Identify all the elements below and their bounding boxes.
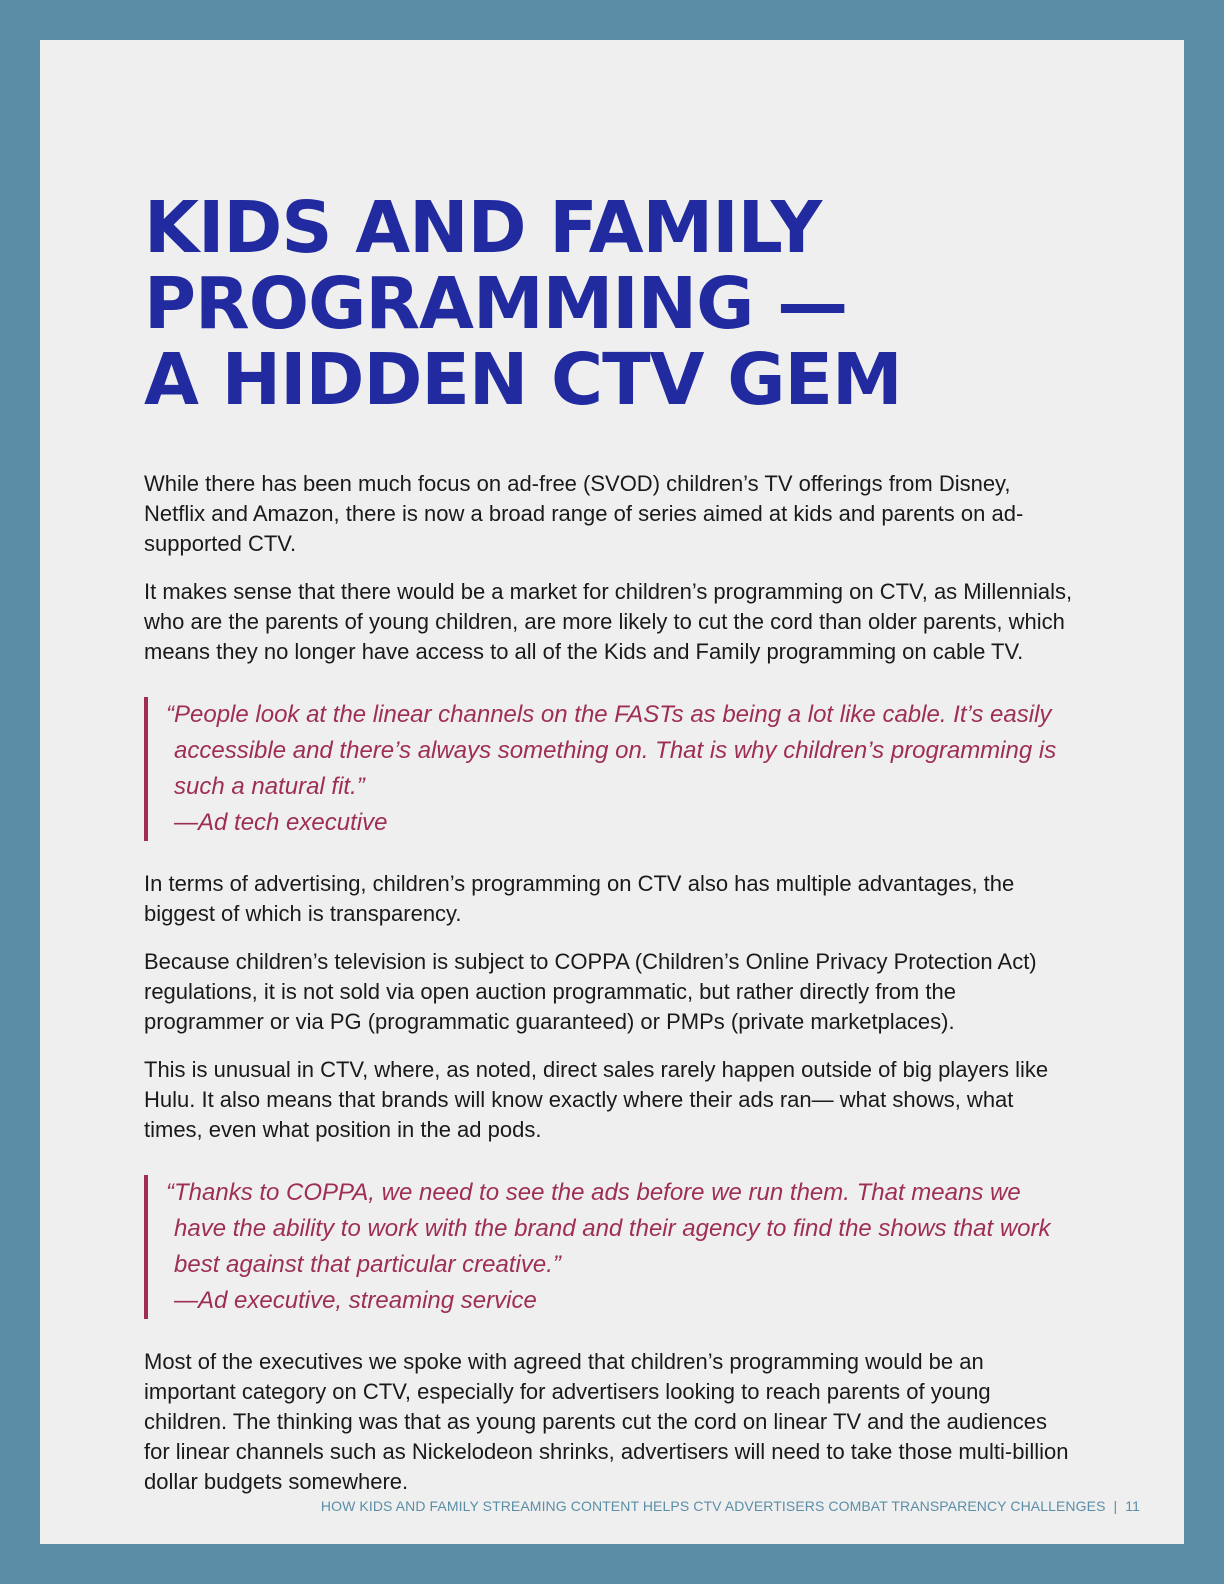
body-paragraph: In terms of advertising, children’s programming on CTV also has multiple advantages, the biggest of which is transparency. xyxy=(144,871,1015,926)
pull-quote xyxy=(144,697,1074,841)
title-line: PROGRAMMING — xyxy=(144,262,848,345)
page-title xyxy=(144,186,1074,421)
footer-separator: | xyxy=(1113,1498,1118,1514)
quote-text: “Thanks to COPPA, we need to see the ads before we run them. That means we have the ability to work with the brand and their agency to find the shows that work best against that particular creative.” xyxy=(166,1179,1051,1278)
quote-attribution: —Ad tech executive xyxy=(174,809,388,836)
quote-text: “People look at the linear channels on the FASTs as being a lot like cable. It’s easily accessible and there’s always something on. That is why children’s programming is such a natural fit.” xyxy=(166,701,1057,800)
quote-attribution: —Ad executive, streaming service xyxy=(174,1287,537,1314)
body-paragraph: While there has been much focus on ad-free (SVOD) children’s TV offerings from Disney, Netflix and Amazon, there is now a broad range of series aimed at kids and parents on ad-supported CTV. xyxy=(144,471,1024,556)
body-paragraph: Most of the executives we spoke with agreed that children’s programming would be an important category on CTV, especially for advertisers looking to reach parents of young children. The thinking was that as young parents cut the cord on linear TV and the audiences for linear channels such as Nickelodeon shrinks, advertisers will need to take those multi-billion dollar budgets somewhere. xyxy=(144,1349,1069,1494)
footer-title: HOW KIDS AND FAMILY STREAMING CONTENT HELPS CTV ADVERTISERS COMBAT TRANSPARENCY CHALLENGES xyxy=(320,1498,1106,1514)
page-content xyxy=(144,186,1074,1497)
title-line: A HIDDEN CTV GEM xyxy=(144,338,902,421)
title-line: KIDS AND FAMILY xyxy=(144,186,822,269)
pull-quote xyxy=(144,1175,1074,1319)
page-number: 11 xyxy=(1125,1498,1140,1514)
body-paragraph: It makes sense that there would be a market for children’s programming on CTV, as Millennials, who are the parents of young children, are more likely to cut the cord than older parents, which means they no longer have access to all of the Kids and Family programming on cable TV. xyxy=(144,579,1073,664)
body-paragraph: This is unusual in CTV, where, as noted, direct sales rarely happen outside of big players like Hulu. It also means that brands will know exactly where their ads ran— what shows, what times, even what position in the ad pods. xyxy=(144,1057,1049,1142)
page-footer xyxy=(321,1498,1140,1514)
body-paragraph: Because children’s television is subject to COPPA (Children’s Online Privacy Protection Act) regulations, it is not sold via open auction programmatic, but rather directly from the programmer or via PG (programmatic guaranteed) or PMPs (private marketplaces). xyxy=(144,949,1037,1034)
document-page xyxy=(40,40,1184,1544)
